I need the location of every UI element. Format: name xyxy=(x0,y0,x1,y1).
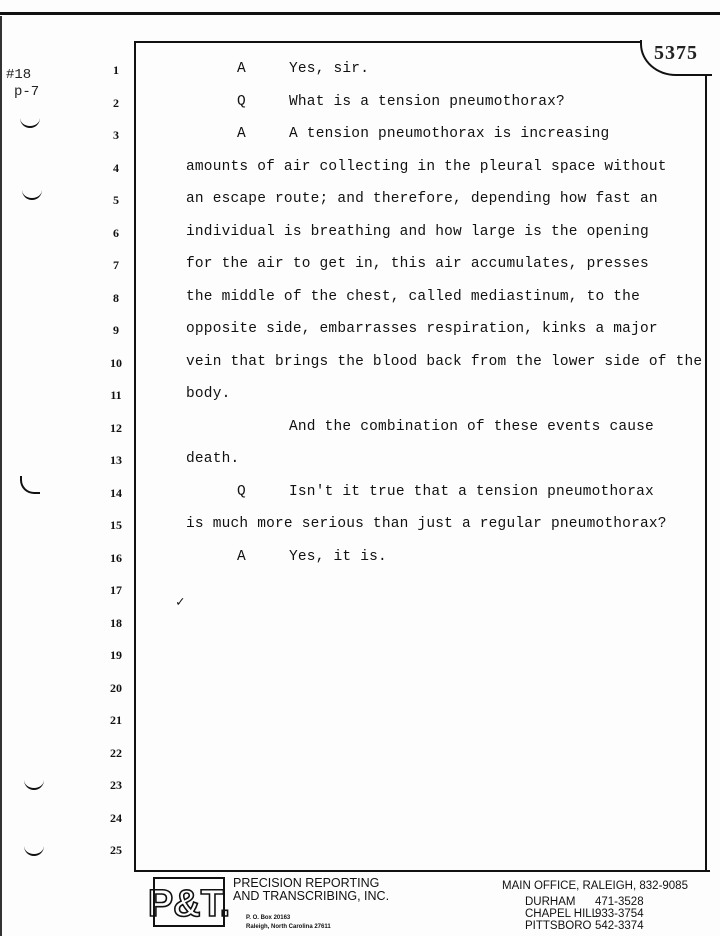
line-number: 19 xyxy=(110,648,122,662)
line-number: 22 xyxy=(110,745,122,760)
line-number: 4 xyxy=(113,160,119,175)
company-name-line1: PRECISION REPORTING xyxy=(233,876,380,890)
transcript-line: body. xyxy=(186,386,231,402)
transcript-line: death. xyxy=(186,451,240,467)
line-number: 6 xyxy=(113,225,119,240)
transcript-line: the middle of the chest, called mediastinum, to the xyxy=(186,288,640,305)
logo-text: P&T. xyxy=(147,883,231,925)
line-number: 16 xyxy=(110,550,122,565)
transcript-line: A tension pneumothorax is increasing xyxy=(289,126,610,142)
transcript-line: Yes, it is. xyxy=(289,548,387,565)
line-number: 3 xyxy=(113,128,119,142)
office-phone: 542-3374 xyxy=(595,920,644,932)
margin-mark xyxy=(20,476,40,494)
line-number: 2 xyxy=(113,95,119,110)
office-phone: 933-3754 xyxy=(595,908,644,920)
transcript-line: What is a tension pneumothorax? xyxy=(289,93,565,110)
margin-mark xyxy=(24,780,44,790)
page-stamp: 5375 xyxy=(654,42,698,64)
transcript-line: an escape route; and therefore, depending how fast an xyxy=(186,191,658,207)
line-number: 11 xyxy=(110,388,122,402)
speaker-label: Q xyxy=(237,483,246,500)
po-box: P. O. Box 20163 xyxy=(246,915,291,921)
line-number: 20 xyxy=(110,680,122,695)
transcript-line: Yes, sir. xyxy=(289,61,370,77)
company-logo-icon xyxy=(147,874,231,930)
line-number: 5 xyxy=(113,193,119,207)
top-border xyxy=(0,0,720,15)
exhibit-note: #18 xyxy=(6,67,32,83)
transcript-line: And the combination of these events cause xyxy=(289,418,654,435)
transcript-line: individual is breathing and how large is the opening xyxy=(186,223,649,240)
transcript-line: Isn't it true that a tension pneumothorax xyxy=(289,483,654,500)
line-number: 23 xyxy=(110,778,122,792)
line-number: 18 xyxy=(110,615,122,630)
transcript-line: opposite side, embarrasses respiration, kinks a major xyxy=(186,321,658,337)
transcript-line: amounts of air collecting in the pleural space without xyxy=(186,158,667,175)
line-number: 25 xyxy=(110,843,122,857)
line-number: 7 xyxy=(113,258,119,272)
line-number: 13 xyxy=(110,453,122,467)
line-number: 24 xyxy=(110,810,122,825)
transcript-line: for the air to get in, this air accumulates, presses xyxy=(186,256,649,272)
main-office: MAIN OFFICE, RALEIGH, 832-9085 xyxy=(502,880,688,892)
line-number: 12 xyxy=(110,420,122,435)
margin-mark xyxy=(24,846,44,856)
office-name: PITTSBORO xyxy=(525,920,592,932)
company-name-line2: AND TRANSCRIBING, INC. xyxy=(233,889,390,903)
city-address: Raleigh, North Carolina 27611 xyxy=(246,924,331,930)
office-phone: 471-3528 xyxy=(595,896,644,908)
checkmark-icon: ✓ xyxy=(176,595,185,611)
line-number: 10 xyxy=(110,355,122,370)
speaker-label: A xyxy=(237,548,246,565)
speaker-label: A xyxy=(237,126,246,142)
line-number: 14 xyxy=(110,485,122,500)
page-ref-note: p-7 xyxy=(14,84,40,100)
line-number: 8 xyxy=(113,290,119,305)
speaker-label: A xyxy=(237,61,246,77)
transcript-line: vein that brings the blood back from the lower side of the xyxy=(186,353,703,370)
left-edge xyxy=(0,16,2,936)
line-number: 21 xyxy=(110,713,122,727)
line-number: 17 xyxy=(110,583,122,597)
office-name: DURHAM xyxy=(525,896,576,908)
office-name: CHAPEL HILL xyxy=(525,908,599,920)
line-number: 1 xyxy=(113,63,119,77)
margin-mark xyxy=(20,118,40,128)
speaker-label: Q xyxy=(237,93,246,110)
line-number: 9 xyxy=(113,323,119,337)
frame-right-border xyxy=(705,72,707,870)
line-number: 15 xyxy=(110,518,122,532)
margin-mark xyxy=(22,190,42,200)
transcript-line: is much more serious than just a regular pneumothorax? xyxy=(186,516,667,532)
